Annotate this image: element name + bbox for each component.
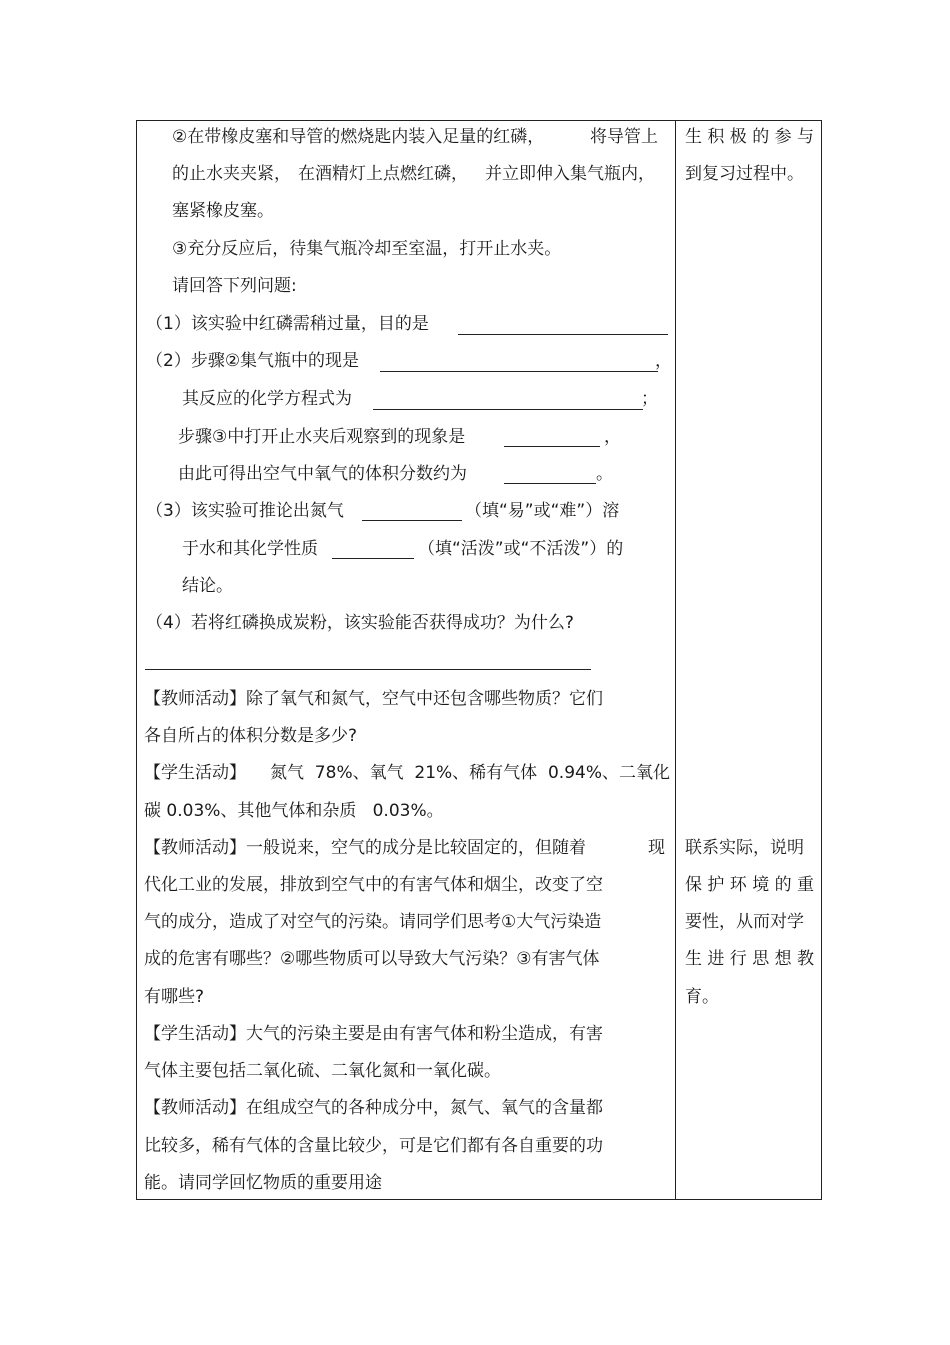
question-3c: 于水和其化学性质: [182, 539, 318, 559]
step3-line1: ③充分反应后，待集气瓶冷却至室温，打开止水夹。: [172, 239, 562, 259]
teacher-activity-2-line4: 成的危害有哪些？②哪些物质可以导致大气污染？③有害气体: [144, 949, 600, 969]
side-note-1-line2: 到复习过程中。: [685, 164, 804, 184]
question-2c: 步骤③中打开止水夹后观察到的现象是: [178, 427, 466, 447]
answer-blank-1: [458, 334, 668, 335]
teacher-activity-2-line3: 气的成分，造成了对空气的污染。请同学们思考①大气污染造: [144, 912, 602, 932]
teacher-activity-1-line1: 【教师活动】除了氧气和氮气，空气中还包含哪些物质？它们: [144, 689, 603, 709]
question-3b: （填“易”或“难”）溶: [465, 501, 620, 521]
question-2b-punct: ；: [641, 389, 658, 409]
teacher-activity-3-line2: 比较多，稀有气体的含量比较少，可是它们都有各自重要的功: [144, 1136, 603, 1156]
column-divider: [675, 120, 676, 1200]
step2-line1: ②在带橡皮塞和导管的燃烧匙内装入足量的红磷，: [172, 127, 545, 147]
question-3a: （3）该实验可推论出氮气: [146, 501, 344, 521]
side-note-2-line5: 育。: [685, 987, 719, 1007]
answer-blank-2b: [373, 409, 643, 410]
question-2d: 由此可得出空气中氧气的体积分数约为: [178, 464, 467, 484]
questions-prompt: 请回答下列问题:: [172, 276, 297, 296]
question-2-punct: ，: [655, 351, 672, 371]
answer-blank-3b: [332, 558, 414, 559]
step2-line3: 塞紧橡皮塞。: [172, 201, 274, 221]
question-2c-punct: ，: [604, 427, 621, 447]
teacher-activity-3-line3: 能。请同学回忆物质的重要用途: [144, 1173, 382, 1193]
teacher-activity-2-line1: 【教师活动】一般说来，空气的成分是比较固定的，但随着: [144, 838, 586, 858]
question-2: （2）步骤②集气瓶中的现是: [146, 351, 360, 371]
teacher-activity-1-line2: 各自所占的体积分数是多少?: [144, 726, 358, 746]
side-note-2-line1: 联系实际，说明: [685, 838, 804, 858]
answer-blank-2c: [504, 446, 600, 447]
step2-line1b: 将导管上: [590, 127, 658, 147]
question-3d: （填“活泼”或“不活泼”）的: [418, 539, 624, 559]
side-note-1-line1: 生 积 极 的 参 与: [685, 127, 815, 147]
teacher-activity-2-line5: 有哪些?: [144, 987, 205, 1007]
step2-line2a: 的止水夹夹紧，: [172, 164, 291, 184]
question-3e: 结论。: [182, 576, 233, 596]
side-note-2-line2: 保 护 环 境 的 重: [685, 875, 815, 895]
teacher-activity-2-line1b: 现: [648, 838, 665, 858]
student-activity-1-line2: 碳 0.03%、其他气体和杂质 0.03%。: [144, 801, 444, 821]
student-activity-1-label: 【学生活动】: [144, 763, 246, 783]
side-note-2-line3: 要性，从而对学: [685, 912, 804, 932]
step2-line2b: 在酒精灯上点燃红磷，: [298, 164, 468, 184]
teacher-activity-2-line2: 代化工业的发展，排放到空气中的有害气体和烟尘，改变了空: [144, 875, 603, 895]
side-note-2-line4: 生 进 行 思 想 教: [685, 949, 815, 969]
answer-blank-3a: [362, 520, 462, 521]
step2-line2c: 并立即伸入集气瓶内，: [485, 164, 655, 184]
question-2b: 其反应的化学方程式为: [182, 389, 352, 409]
answer-blank-2d: [504, 483, 596, 484]
student-activity-2-line2: 气体主要包括二氧化硫、二氧化氮和一氧化碳。: [144, 1061, 501, 1081]
teacher-activity-3-line1: 【教师活动】在组成空气的各种成分中，氮气、氧气的含量都: [144, 1098, 603, 1118]
student-activity-2-line1: 【学生活动】大气的污染主要是由有害气体和粉尘造成，有害: [144, 1024, 603, 1044]
student-activity-1-line1: 氮气 78%、氧气 21%、稀有气体 0.94%、二氧化: [270, 763, 670, 783]
answer-blank-4: [145, 669, 591, 670]
question-4: （4）若将红磷换成炭粉，该实验能否获得成功？为什么?: [146, 613, 574, 633]
answer-blank-2a: [380, 371, 658, 372]
question-2d-punct: 。: [596, 464, 613, 484]
question-1: （1）该实验中红磷需稍过量，目的是: [146, 314, 429, 334]
